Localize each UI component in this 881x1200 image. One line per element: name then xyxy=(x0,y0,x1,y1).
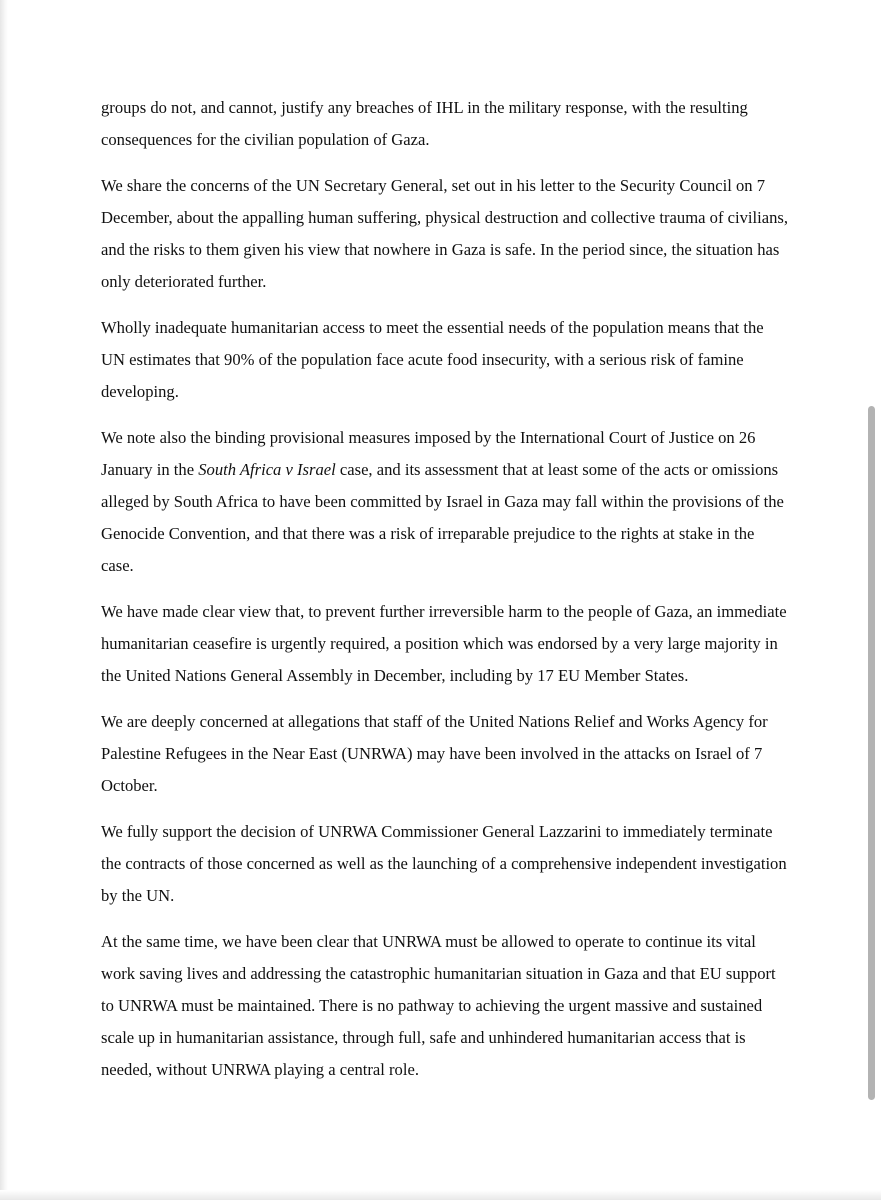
paragraph-lazzarini-decision: We fully support the decision of UNRWA Commissioner General Lazzarini to immediately terminate the contracts of those concerned as well as the launching of a comprehensive independent investigation by the UN. xyxy=(101,822,787,905)
icj-text-after: case, and its assessment that at least some of the acts or omissions alleged by South Africa to have been committed by Israel in Gaza may fall within the provisions of the Genocide Convention, and that there was a risk of irreparable prejudice to the rights at stake in the case. xyxy=(101,460,784,575)
paragraph-secretary-general-concerns: We share the concerns of the UN Secretary General, set out in his letter to the Security Council on 7 December, about the appalling human suffering, physical destruction and collective trauma of civilians, and the risks to them given his view that nowhere in Gaza is safe. In the period since, the situation has only deteriorated further. xyxy=(101,176,788,291)
scrollbar-thumb[interactable] xyxy=(868,406,875,1100)
page-bottom-shadow xyxy=(0,1190,881,1200)
page-edge-shadow xyxy=(0,0,8,1200)
paragraph-unrwa-allegations: We are deeply concerned at allegations that staff of the United Nations Relief and Works Agency for Palestine Refugees in the Near East (UNRWA) may have been involved in the attacks on Israel of 7 October. xyxy=(101,712,768,795)
case-name-italic: South Africa v Israel xyxy=(198,460,336,479)
paragraph-humanitarian-access: Wholly inadequate humanitarian access to meet the essential needs of the population means that the UN estimates that 90% of the population face acute food insecurity, with a serious risk of famine developing. xyxy=(101,318,764,401)
paragraph-unrwa-support: At the same time, we have been clear that UNRWA must be allowed to operate to continue its vital work saving lives and addressing the catastrophic humanitarian situation in Gaza and that EU support to UNRWA must be maintained. There is no pathway to achieving the urgent massive and sustained scale up in humanitarian assistance, through full, safe and unhindered humanitarian access that is needed, without UNRWA playing a central role. xyxy=(101,932,776,1079)
icj-text-before: We note also the binding provisional measures imposed by the International Court of Justice on 26 January in the xyxy=(101,428,756,479)
paragraph-ceasefire: We have made clear view that, to prevent further irreversible harm to the people of Gaza, an immediate humanitarian ceasefire is urgently required, a position which was endorsed by a very large majority in the United Nations General Assembly in December, including by 17 EU Member States. xyxy=(101,602,787,685)
paragraph-icj-provisional-measures xyxy=(101,422,791,582)
document-body xyxy=(101,92,791,1100)
vertical-scrollbar[interactable] xyxy=(863,0,881,1200)
paragraph-ihl-breaches: groups do not, and cannot, justify any breaches of IHL in the military response, with the resulting consequences for the civilian population of Gaza. xyxy=(101,98,748,149)
